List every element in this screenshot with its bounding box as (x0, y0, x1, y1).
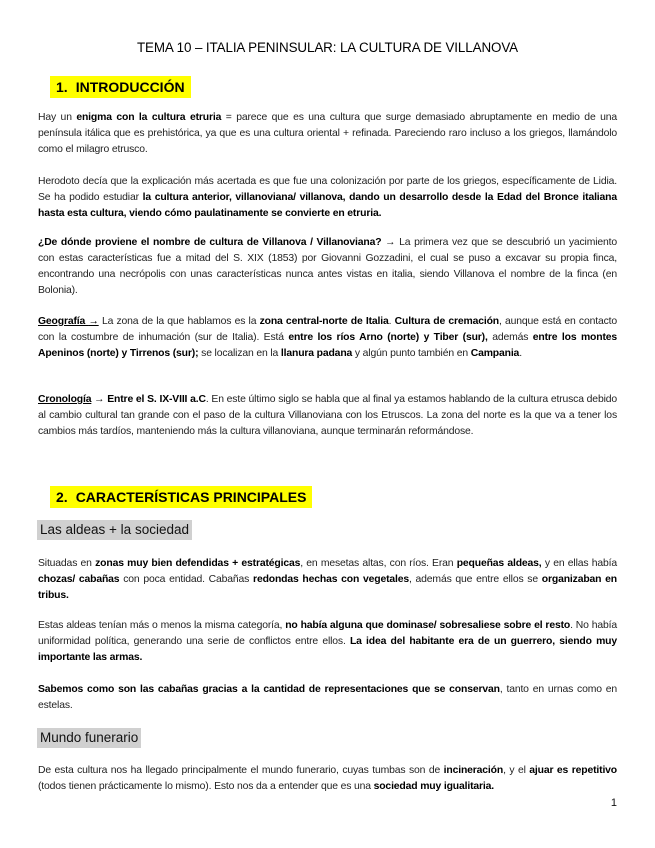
bold-run: la cultura anterior, villanoviana/ villanova, dando un desarrollo desde la Edad del Bronce italiana hasta esta cultura, viendo cómo paulatinamente se convierte en etruria. (38, 192, 617, 219)
arrow-glyph: → (91, 394, 108, 405)
paragraph-cronologia (38, 392, 617, 440)
section-label: INTRODUCCIÓN (75, 79, 185, 95)
bold-run: zonas muy bien defendidas + estratégicas (95, 558, 301, 569)
section-heading-caracteristicas (50, 486, 312, 508)
paragraph-aldeas (38, 556, 617, 604)
text-run: . En este último siglo se habla que al final ya estamos hablando de la cultura etrusca debido al cambio cultural tan grande con el paso de la cultura Villanoviana con los Etruscos. La zona del norte es la que va a tener los cambios más tardíos, manteniendo más la cultura villanoviana, aunque terminarán reformándose. (38, 394, 617, 437)
text-run: y algún punto también en (352, 348, 471, 359)
text-run: con poca entidad. Cabañas (119, 574, 254, 585)
bold-run: enigma con la cultura etruria (76, 112, 222, 123)
text-run: , y el (503, 765, 530, 776)
text-run: La primera vez que se descubrió un yacimiento con estas características fue a mitad del S. XIX (1853) por Giovanni Gozzadini, el cual se puso a excavar su propia finca, encontrando una necrópolis con unas características nunca antes vistas en italia, siendo Villanova el nombre de la finca (en Bolonia). (38, 237, 617, 296)
text-run: Estas aldeas tenían más o menos la misma categoría, (38, 620, 286, 631)
text-run: Hay un (38, 112, 77, 123)
bold-run: entre los montes Apeninos (norte) y Tirrenos (sur); (38, 332, 618, 359)
section-number: 1. (56, 79, 68, 95)
text-run: además (487, 332, 533, 343)
bold-run: entre los ríos Arno (norte) y Tiber (sur), (288, 332, 488, 343)
bold-run: Sabemos como son las cabañas gracias a la cantidad de representaciones que se conservan (38, 684, 500, 695)
bold-run: sociedad muy igualitaria. (373, 781, 495, 792)
bold-run: zona central-norte de Italia (259, 316, 389, 327)
underlined-label: Cronología (38, 394, 92, 405)
bold-run: no había alguna que dominase/ sobresaliese sobre el resto (285, 620, 571, 631)
bold-run: redondas hechas con vegetales (253, 574, 409, 585)
section-number: 2. (56, 489, 68, 505)
text-run: , además que entre ellos se (409, 574, 542, 585)
paragraph-origen-nombre (38, 235, 617, 299)
bold-run: chozas/ cabañas (38, 574, 120, 585)
paragraph-cabanas (38, 682, 617, 714)
bold-run: Cultura de cremación (394, 316, 499, 327)
page-number: 1 (610, 797, 617, 809)
text-run: = parece que es una cultura que surge demasiado abruptamente en medio de una península itálica que es prehistórica, ya que es una cultura oriental + refinada. Pareciendo raro incluso a los griegos, llamándolo como el milagro etrusco. (38, 112, 617, 155)
text-run: Herodoto decía que la explicación más acertada es que fue una colonización por parte de los griegos, específicamente de Lidia. Se ha podido estudiar (38, 176, 617, 203)
text-run: La zona de la que hablamos es la (98, 316, 260, 327)
paragraph-geografia (38, 314, 617, 362)
text-run: , tanto en urnas como en estelas. (38, 684, 617, 711)
document-title: TEMA 10 – ITALIA PENINSULAR: LA CULTURA DE VILLANOVA (136, 40, 519, 55)
text-run: . (388, 316, 395, 327)
bold-run: ajuar es repetitivo (529, 765, 618, 776)
bold-run: La idea del habitante era de un guerrero, siendo muy importante las armas. (38, 636, 617, 663)
text-run: se localizan en la (198, 348, 281, 359)
text-run: . (519, 348, 522, 359)
text-run: Situadas en (38, 558, 96, 569)
text-run: , en mesetas altas, con ríos. Eran (300, 558, 457, 569)
bold-run: Entre el S. IX-VIII a.C (107, 394, 206, 405)
paragraph-enigma (38, 110, 617, 158)
text-run: . No había uniformidad política, generando una serie de conflictos entre ellos. (38, 620, 617, 647)
underlined-label: Geografía (38, 316, 89, 327)
arrow-glyph: → (381, 237, 400, 248)
section-heading-introduccion (50, 76, 191, 98)
subheading-funerario: Mundo funerario (37, 728, 141, 748)
bold-run: Campania (470, 348, 520, 359)
section-label: CARACTERÍSTICAS PRINCIPALES (75, 489, 307, 505)
paragraph-herodoto (38, 174, 617, 222)
arrow-glyph: → (88, 316, 99, 327)
paragraph-categoria (38, 618, 617, 666)
text-run: (todos tienen prácticamente lo mismo). Esto nos da a entender que es una (38, 781, 374, 792)
subheading-aldeas: Las aldeas + la sociedad (37, 520, 192, 540)
bold-run: incineración (443, 765, 504, 776)
bold-run: ¿De dónde proviene el nombre de cultura de Villanova / Villanoviana? (38, 237, 382, 248)
bold-run: pequeñas aldeas, (456, 558, 542, 569)
paragraph-funerario (38, 763, 617, 795)
bold-run: organizaban en tribus. (38, 574, 617, 601)
text-run: y en ellas había (541, 558, 617, 569)
text-run: , aunque está en contacto con la costumbre de inhumación (sur de Italia). Está (38, 316, 617, 343)
text-run: De esta cultura nos ha llegado principalmente el mundo funerario, cuyas tumbas son de (38, 765, 444, 776)
bold-run: llanura padana (280, 348, 353, 359)
